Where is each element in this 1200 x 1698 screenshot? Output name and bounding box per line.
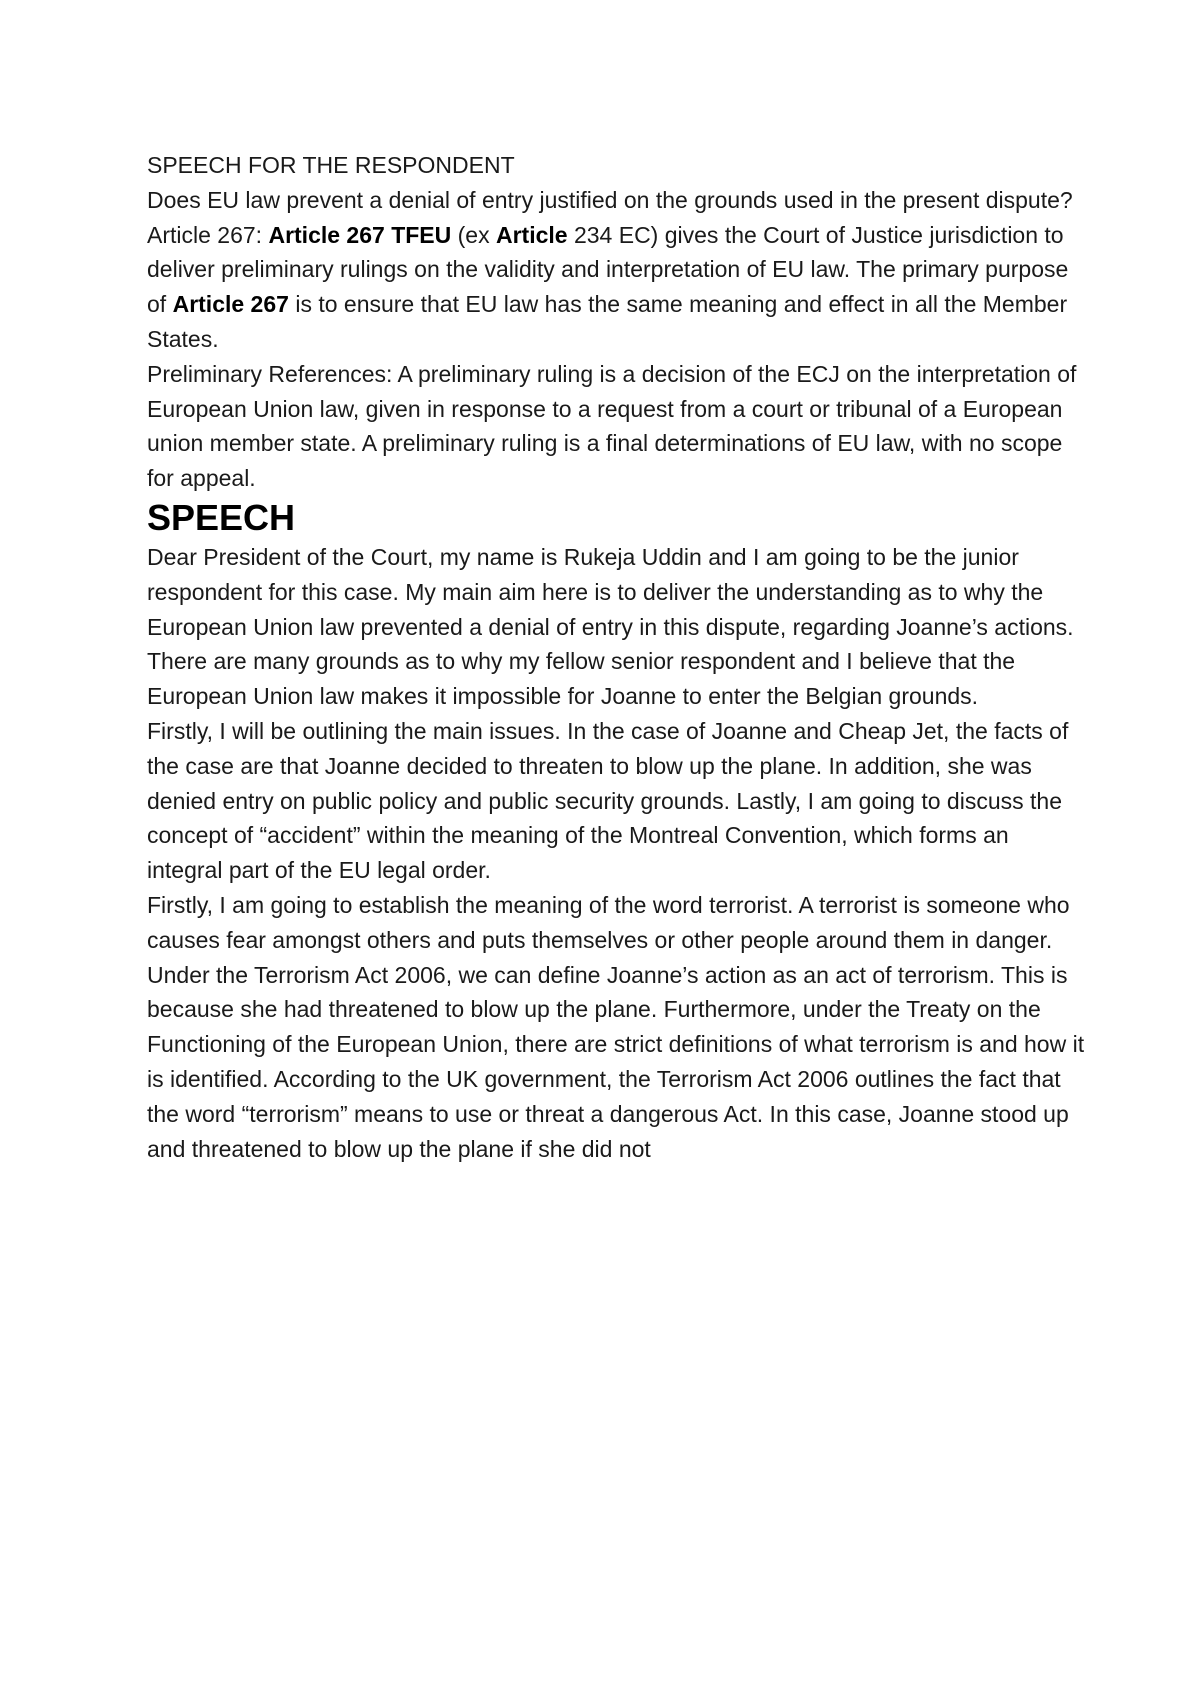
speech-paragraph-terrorist-definition: Firstly, I am going to establish the meaning of the word terrorist. A terrorist is someone who causes fear amongst others and puts themselves or other people around them in danger. Under the Terrorism Act 2006, we can define Joanne’s action as an act of terrorism. This is because she had threatened to blow up the plane. Furthermore, under the Treaty on the Functioning of the European Union, there are strict definitions of what terrorism is and how it is identified. According to the UK government, the Terrorism Act 2006 outlines the fact that the word “terrorism” means to use or threat a dangerous Act. In this case, Joanne stood up and threatened to blow up the plane if she did not [147, 891, 1085, 1162]
article-267-text-2: 234 EC) gives the Court of Justice jurisdiction to deliver preliminary rulings on the validity and interpretation of EU law. The primary purpose of [147, 221, 1069, 318]
document-title: SPEECH FOR THE RESPONDENT [147, 152, 515, 178]
article-267-label: Article 267: [147, 221, 269, 248]
research-question: Does EU law prevent a denial of entry justified on the grounds used in the present dispute? [147, 186, 1073, 213]
speech-heading: SPEECH [147, 496, 296, 538]
article-267-text-3: is to ensure that EU law has the same meaning and effect in all the Member States. [147, 291, 1068, 352]
article-267-text-1: (ex [451, 221, 496, 248]
article-267-paragraph [147, 218, 1087, 357]
preliminary-references-paragraph: Preliminary References: A preliminary ruling is a decision of the ECJ on the interpretation of European Union law, given in response to a request from a court or tribunal of a European union member state. A preliminary ruling is a final determinations of EU law, with no scope for appeal. [147, 360, 1077, 492]
article-267-bold-article-267: Article 267 [172, 291, 289, 318]
speech-paragraph-intro: Dear President of the Court, my name is Rukeja Uddin and I am going to be the junior respondent for this case. My main aim here is to deliver the understanding as to why the European Union law prevented a denial of entry in this dispute, regarding Joanne’s actions. There are many grounds as to why my fellow senior respondent and I believe that the European Union law makes it impossible for Joanne to enter the Belgian grounds. [147, 543, 1074, 710]
article-267-bold-tfeu: Article 267 TFEU [268, 221, 452, 248]
article-267-bold-article: Article [495, 221, 568, 248]
speech-paragraph-main-issues: Firstly, I will be outlining the main issues. In the case of Joanne and Cheap Jet, the facts of the case are that Joanne decided to threaten to blow up the plane. In addition, she was denied entry on public policy and public security grounds. Lastly, I am going to discuss the concept of “accident” within the meaning of the Montreal Convention, which forms an integral part of the EU legal order. [147, 717, 1069, 884]
document-body [147, 148, 1087, 1166]
